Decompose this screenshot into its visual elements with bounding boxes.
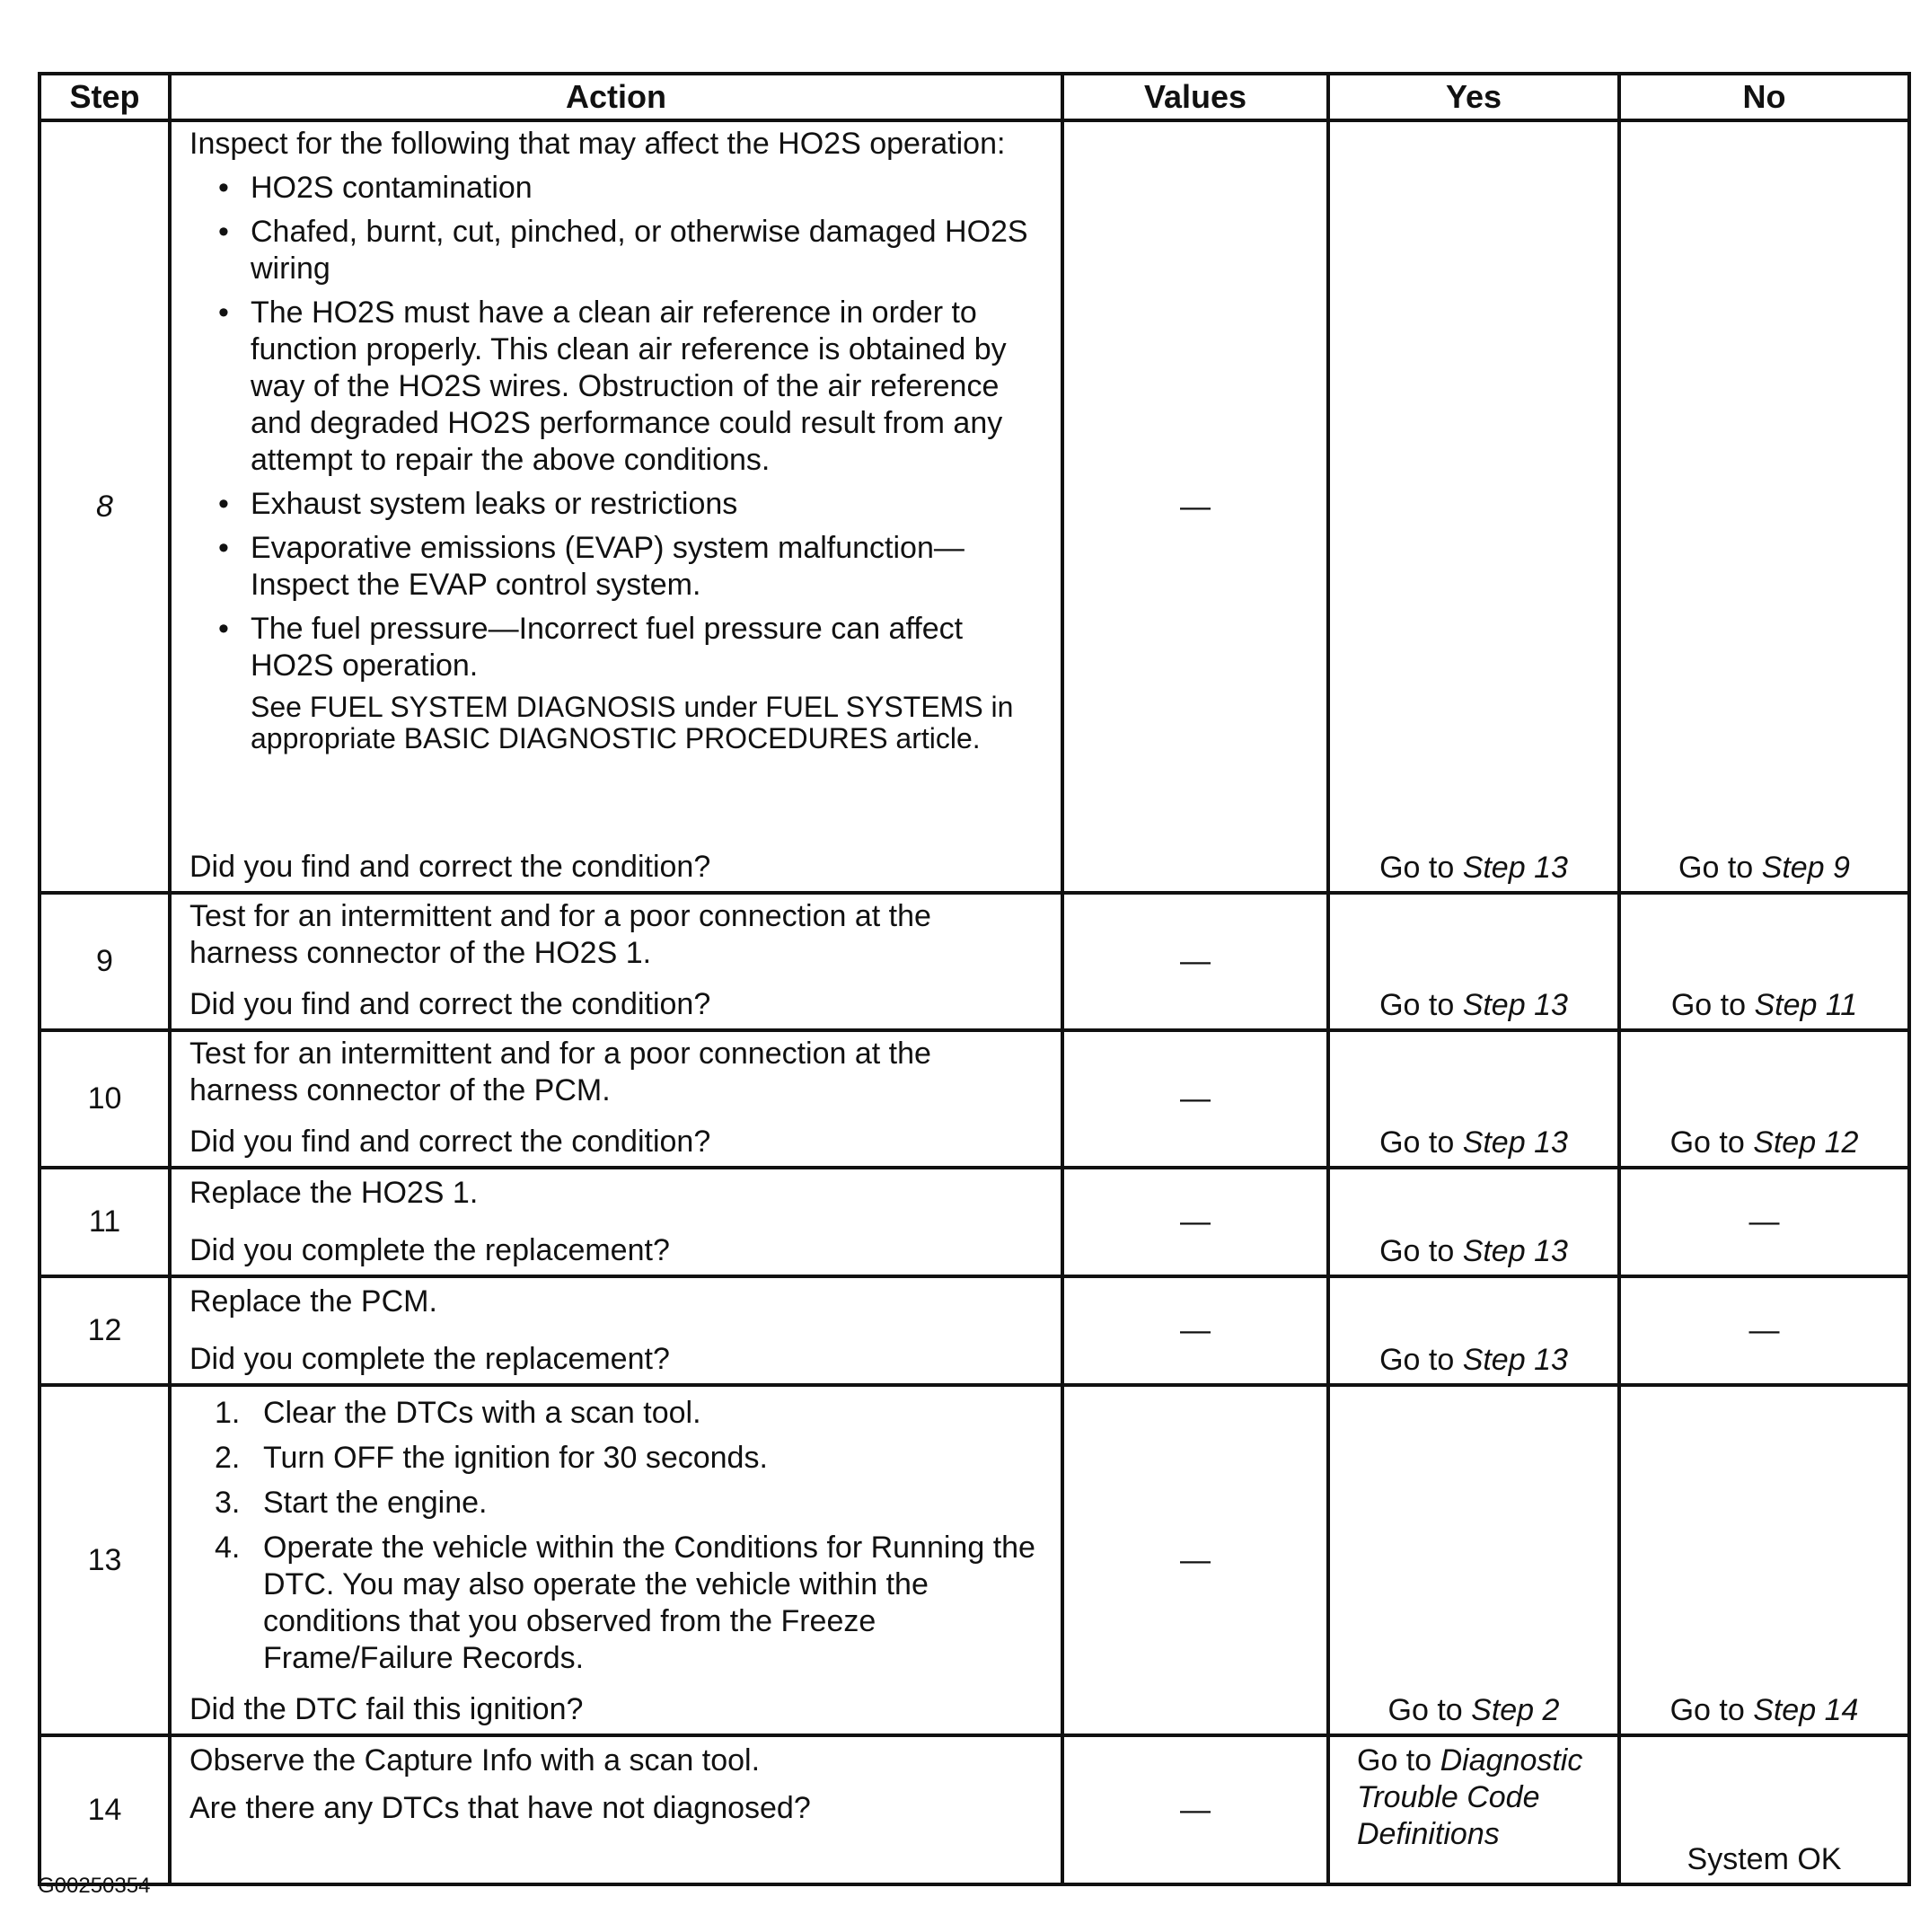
action-question: Did you complete the replacement? bbox=[189, 1342, 670, 1376]
yes-prefix: Go to bbox=[1387, 1693, 1472, 1727]
action-cell bbox=[170, 120, 1062, 893]
yes-prefix: Go to bbox=[1379, 988, 1463, 1022]
yes-definitions-link: Diagnostic Trouble Code Definitions bbox=[1357, 1743, 1583, 1851]
table-row bbox=[40, 1276, 1909, 1385]
action-cell bbox=[170, 1030, 1062, 1168]
step-number: 12 bbox=[40, 1276, 170, 1385]
action-question: Did you find and correct the condition? bbox=[189, 850, 711, 884]
values-cell: — bbox=[1062, 1735, 1328, 1884]
step-number: 8 bbox=[40, 120, 170, 893]
no-cell bbox=[1619, 1030, 1909, 1168]
yes-prefix: Go to bbox=[1357, 1743, 1440, 1778]
list-text: Turn OFF the ignition for 30 seconds. bbox=[263, 1441, 768, 1475]
no-cell bbox=[1619, 1385, 1909, 1735]
no-cell: System OK bbox=[1619, 1735, 1909, 1884]
list-item: • Chafed, burnt, cut, pinched, or otherwise damaged HO2S wiring bbox=[189, 214, 1043, 287]
no-prefix: Go to bbox=[1669, 1693, 1754, 1727]
values-cell: — bbox=[1062, 1030, 1328, 1168]
step-number: 13 bbox=[40, 1385, 170, 1735]
yes-cell bbox=[1328, 1168, 1619, 1276]
table-row bbox=[40, 1735, 1909, 1884]
step-number: 11 bbox=[40, 1168, 170, 1276]
yes-cell bbox=[1328, 1030, 1619, 1168]
action-question: Did you complete the replacement? bbox=[189, 1233, 670, 1267]
action-intro: Replace the PCM. bbox=[189, 1284, 437, 1319]
no-cell: — bbox=[1619, 1276, 1909, 1385]
list-item: • The HO2S must have a clean air reference in order to function properly. This clean air reference is obtained by way of the HO2S wires. Obstruction of the air reference and degraded HO2S performance could result from any attempt to repair the above conditions. bbox=[189, 295, 1043, 479]
yes-step-link: Step 13 bbox=[1462, 851, 1568, 885]
step-number: 14 bbox=[40, 1735, 170, 1884]
table-row bbox=[40, 893, 1909, 1030]
yes-cell bbox=[1328, 893, 1619, 1030]
action-intro: Observe the Capture Info with a scan tool. bbox=[189, 1743, 761, 1778]
yes-step-link: Step 13 bbox=[1462, 988, 1568, 1022]
yes-cell bbox=[1328, 1276, 1619, 1385]
no-prefix: Go to bbox=[1670, 988, 1755, 1022]
no-step-link: Step 9 bbox=[1761, 851, 1850, 885]
table-row bbox=[40, 120, 1909, 893]
table-row bbox=[40, 1168, 1909, 1276]
action-cell bbox=[170, 1276, 1062, 1385]
header-yes: Yes bbox=[1328, 74, 1619, 120]
action-intro: Test for an intermittent and for a poor connection at the harness connector of the PCM. bbox=[189, 1037, 931, 1107]
action-question: Did you find and correct the condition? bbox=[189, 987, 711, 1021]
list-number: 2. bbox=[215, 1441, 241, 1475]
list-number: 3. bbox=[215, 1486, 241, 1520]
yes-prefix: Go to bbox=[1379, 1125, 1463, 1160]
no-prefix: Go to bbox=[1669, 1125, 1754, 1160]
list-number: 4. bbox=[215, 1531, 241, 1565]
no-step-link: Step 14 bbox=[1753, 1693, 1859, 1727]
header-values: Values bbox=[1062, 74, 1328, 120]
figure-id: G00250354 bbox=[38, 1874, 151, 1898]
action-question: Did you find and correct the condition? bbox=[189, 1125, 711, 1159]
list-text: Operate the vehicle within the Conditions for Running the DTC. You may also operate the vehicle within the conditions that you observed from the Freeze Frame/Failure Records. bbox=[263, 1531, 1035, 1675]
no-prefix: Go to bbox=[1678, 851, 1762, 885]
yes-step-link: Step 13 bbox=[1462, 1234, 1568, 1268]
list-item bbox=[189, 1440, 1043, 1477]
yes-step-link: Step 13 bbox=[1462, 1125, 1568, 1160]
yes-prefix: Go to bbox=[1379, 851, 1463, 885]
table-row bbox=[40, 1030, 1909, 1168]
step-number: 10 bbox=[40, 1030, 170, 1168]
yes-cell bbox=[1328, 1385, 1619, 1735]
list-item: • The fuel pressure—Incorrect fuel pressure can affect HO2S operation. bbox=[189, 611, 1043, 684]
list-text: Start the engine. bbox=[263, 1486, 488, 1520]
reference-note: See FUEL SYSTEM DIAGNOSIS under FUEL SYSTEMS in appropriate BASIC DIAGNOSTIC PROCEDURES article. bbox=[251, 691, 1014, 754]
no-cell bbox=[1619, 120, 1909, 893]
action-cell bbox=[170, 1168, 1062, 1276]
values-cell: — bbox=[1062, 893, 1328, 1030]
header-row bbox=[40, 74, 1909, 120]
header-action: Action bbox=[170, 74, 1062, 120]
yes-prefix: Go to bbox=[1379, 1234, 1463, 1268]
numbered-list bbox=[189, 1387, 1043, 1677]
action-intro: Test for an intermittent and for a poor connection at the harness connector of the HO2S 1. bbox=[189, 899, 931, 970]
no-step-link: Step 11 bbox=[1754, 988, 1858, 1022]
list-item: • Evaporative emissions (EVAP) system malfunction—Inspect the EVAP control system. bbox=[189, 530, 1043, 604]
yes-prefix: Go to bbox=[1379, 1343, 1463, 1377]
values-cell: — bbox=[1062, 120, 1328, 893]
values-cell: — bbox=[1062, 1276, 1328, 1385]
yes-cell bbox=[1328, 1735, 1619, 1884]
yes-step-link: Step 13 bbox=[1462, 1343, 1568, 1377]
list-item: • HO2S contamination bbox=[189, 170, 1043, 207]
list-item bbox=[189, 1395, 1043, 1432]
action-cell bbox=[170, 893, 1062, 1030]
values-cell: — bbox=[1062, 1168, 1328, 1276]
action-cell bbox=[170, 1385, 1062, 1735]
header-no: No bbox=[1619, 74, 1909, 120]
action-intro: Replace the HO2S 1. bbox=[189, 1176, 479, 1210]
table-row bbox=[40, 1385, 1909, 1735]
list-number: 1. bbox=[215, 1396, 241, 1430]
action-cell bbox=[170, 1735, 1062, 1884]
values-cell: — bbox=[1062, 1385, 1328, 1735]
action-question: Are there any DTCs that have not diagnosed? bbox=[189, 1791, 811, 1825]
no-cell: — bbox=[1619, 1168, 1909, 1276]
action-question: Did the DTC fail this ignition? bbox=[189, 1692, 584, 1726]
list-item: • Exhaust system leaks or restrictions bbox=[189, 486, 1043, 523]
yes-step-link: Step 2 bbox=[1471, 1693, 1560, 1727]
yes-cell bbox=[1328, 120, 1619, 893]
header-step: Step bbox=[40, 74, 170, 120]
no-cell bbox=[1619, 893, 1909, 1030]
list-item bbox=[189, 1530, 1043, 1677]
step-number: 9 bbox=[40, 893, 170, 1030]
list-text: Clear the DTCs with a scan tool. bbox=[263, 1396, 701, 1430]
action-intro: Inspect for the following that may affect the HO2S operation: bbox=[189, 127, 1006, 161]
bullet-list bbox=[189, 163, 1043, 684]
diagnostic-table bbox=[38, 72, 1911, 1886]
no-step-link: Step 12 bbox=[1753, 1125, 1859, 1160]
list-item bbox=[189, 1485, 1043, 1522]
